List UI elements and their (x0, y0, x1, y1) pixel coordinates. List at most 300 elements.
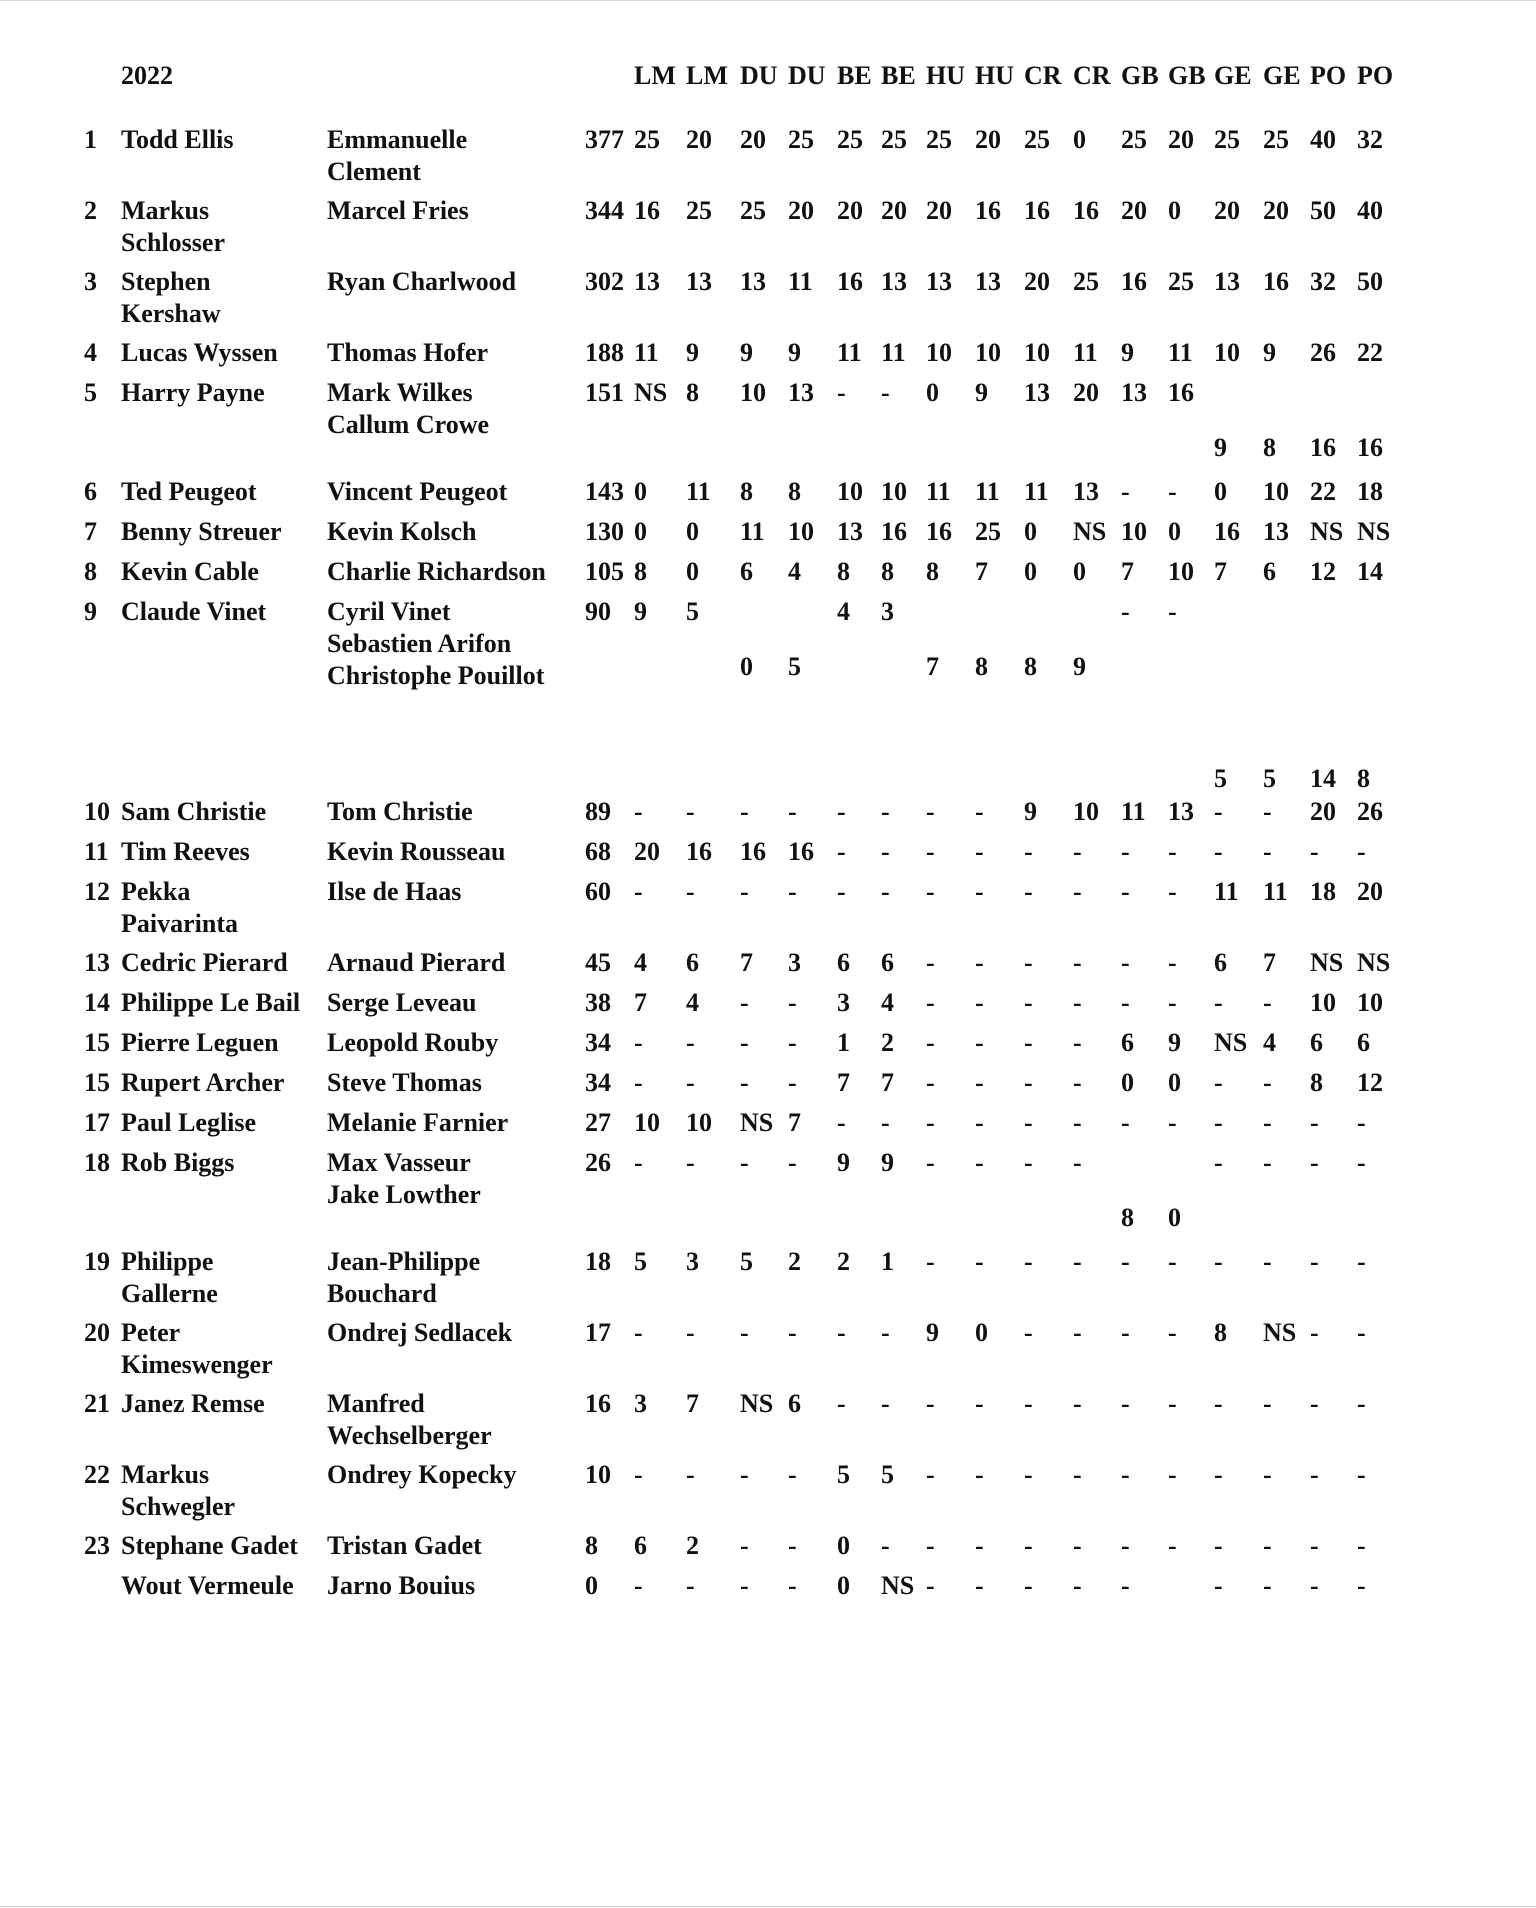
race-score: - (740, 1460, 749, 1489)
total-points: 26 (585, 1148, 611, 1177)
race-score: - (788, 1028, 797, 1057)
race-score: 18 (1310, 877, 1336, 906)
race-score: 12 (1310, 557, 1336, 586)
total-points: 377 (585, 125, 624, 154)
race-score: 14 (1357, 557, 1383, 586)
column-header: GE (1214, 61, 1252, 90)
race-score: 10 (1214, 338, 1240, 367)
race-score: - (1168, 877, 1177, 906)
total-points: 16 (585, 1389, 611, 1418)
passenger-name: Melanie Farnier (327, 1108, 509, 1137)
column-header: CR (1073, 61, 1111, 90)
race-score: 5 (634, 1247, 647, 1276)
column-header: BE (837, 61, 872, 90)
race-score: 4 (686, 988, 699, 1017)
race-score: 0 (1073, 557, 1086, 586)
race-score: 10 (1357, 988, 1383, 1017)
race-score: 7 (975, 557, 988, 586)
total-points: 68 (585, 837, 611, 866)
race-score: - (1214, 837, 1223, 866)
driver-name: Gallerne (121, 1279, 218, 1308)
race-score: - (1024, 1531, 1033, 1560)
rank-number: 22 (84, 1460, 110, 1489)
race-score: - (975, 1531, 984, 1560)
race-score: - (1073, 1028, 1082, 1057)
driver-name: Kimeswenger (121, 1350, 273, 1379)
race-score: 16 (1357, 433, 1383, 462)
race-score: NS (634, 378, 668, 407)
race-score: 6 (1121, 1028, 1134, 1057)
driver-name: Markus (121, 1460, 210, 1489)
race-score: 20 (837, 196, 863, 225)
total-points: 105 (585, 557, 624, 586)
race-score: - (1024, 837, 1033, 866)
race-score: 40 (1310, 125, 1336, 154)
race-score: 20 (1310, 797, 1336, 826)
passenger-name: Mark Wilkes (327, 378, 473, 407)
rank-number: 5 (84, 378, 97, 407)
race-score: 14 (1310, 764, 1336, 793)
race-score: 2 (686, 1531, 699, 1560)
passenger-name: Callum Crowe (327, 410, 490, 439)
race-score: 0 (686, 557, 699, 586)
race-score: 25 (788, 125, 814, 154)
race-score: - (788, 1318, 797, 1347)
race-score: - (1263, 1389, 1272, 1418)
race-score: 11 (881, 338, 906, 367)
passenger-name: Tom Christie (327, 797, 473, 826)
race-score: - (1168, 1318, 1177, 1347)
race-score: - (1263, 1571, 1272, 1600)
race-score: 11 (1263, 877, 1288, 906)
race-score: 25 (1121, 125, 1147, 154)
passenger-name: Charlie Richardson (327, 557, 546, 586)
driver-name: Cedric Pierard (121, 948, 288, 977)
race-score: 11 (1121, 797, 1146, 826)
race-score: 0 (837, 1571, 850, 1600)
race-score: 13 (881, 267, 907, 296)
race-score: 20 (926, 196, 952, 225)
race-score: 20 (881, 196, 907, 225)
race-score: 32 (1310, 267, 1336, 296)
year-heading: 2022 (121, 61, 173, 90)
column-header: GB (1121, 61, 1159, 90)
driver-name: Philippe (121, 1247, 214, 1276)
race-score: - (1357, 1318, 1366, 1347)
race-score: 3 (788, 948, 801, 977)
race-score: 8 (881, 557, 894, 586)
total-points: 18 (585, 1247, 611, 1276)
race-score: 16 (837, 267, 863, 296)
race-score: 0 (975, 1318, 988, 1347)
race-score: - (881, 378, 890, 407)
race-score: 0 (1168, 1068, 1181, 1097)
driver-name: Claude Vinet (121, 597, 267, 626)
race-score: 25 (926, 125, 952, 154)
race-score: - (1168, 988, 1177, 1017)
race-score: - (1263, 837, 1272, 866)
race-score: 16 (1310, 433, 1336, 462)
race-score: 20 (1168, 125, 1194, 154)
race-score: - (1357, 837, 1366, 866)
driver-name: Pierre Leguen (121, 1028, 279, 1057)
total-points: 45 (585, 948, 611, 977)
race-score: 8 (740, 477, 753, 506)
race-score: - (926, 877, 935, 906)
rank-number: 19 (84, 1247, 110, 1276)
race-score: 7 (837, 1068, 850, 1097)
race-score: 13 (1073, 477, 1099, 506)
race-score: - (1310, 1247, 1319, 1276)
driver-name: Tim Reeves (121, 837, 250, 866)
race-score: 8 (634, 557, 647, 586)
race-score: - (740, 1318, 749, 1347)
race-score: - (1357, 1148, 1366, 1177)
race-score: 6 (1310, 1028, 1323, 1057)
race-score: - (1214, 1247, 1223, 1276)
race-score: 1 (837, 1028, 850, 1057)
race-score: 5 (740, 1247, 753, 1276)
race-score: 10 (1310, 988, 1336, 1017)
race-score: 7 (926, 652, 939, 681)
total-points: 143 (585, 477, 624, 506)
race-score: - (1310, 1531, 1319, 1560)
race-score: - (1214, 1571, 1223, 1600)
race-score: 2 (837, 1247, 850, 1276)
driver-name: Wout Vermeule (121, 1571, 294, 1600)
race-score: - (634, 1028, 643, 1057)
race-score: NS (1214, 1028, 1248, 1057)
race-score: - (1073, 1247, 1082, 1276)
race-score: - (634, 797, 643, 826)
race-score: - (1310, 837, 1319, 866)
race-score: - (1121, 837, 1130, 866)
race-score: - (788, 1571, 797, 1600)
race-score: - (1310, 1571, 1319, 1600)
total-points: 27 (585, 1108, 611, 1137)
race-score: - (740, 988, 749, 1017)
race-score: 0 (926, 378, 939, 407)
race-score: - (837, 837, 846, 866)
race-score: 9 (837, 1148, 850, 1177)
rank-number: 17 (84, 1108, 110, 1137)
race-score: 12 (1357, 1068, 1383, 1097)
race-score: 0 (634, 477, 647, 506)
race-score: - (788, 1148, 797, 1177)
race-score: 5 (1263, 764, 1276, 793)
passenger-name: Steve Thomas (327, 1068, 482, 1097)
total-points: 90 (585, 597, 611, 626)
race-score: 0 (1024, 517, 1037, 546)
race-score: 4 (1263, 1028, 1276, 1057)
race-score: - (975, 797, 984, 826)
race-score: 9 (1214, 433, 1227, 462)
race-score: - (1263, 988, 1272, 1017)
race-score: 13 (1121, 378, 1147, 407)
race-score: 8 (1310, 1068, 1323, 1097)
race-score: - (975, 1247, 984, 1276)
race-score: - (686, 1318, 695, 1347)
race-score: - (1073, 988, 1082, 1017)
race-score: - (1310, 1318, 1319, 1347)
total-points: 10 (585, 1460, 611, 1489)
race-score: - (634, 1571, 643, 1600)
race-score: - (837, 1389, 846, 1418)
race-score: 8 (686, 378, 699, 407)
passenger-name: Ondrej Sedlacek (327, 1318, 513, 1347)
race-score: - (740, 1068, 749, 1097)
race-score: - (926, 1148, 935, 1177)
race-score: 50 (1310, 196, 1336, 225)
race-score: 10 (634, 1108, 660, 1137)
passenger-name: Kevin Rousseau (327, 837, 506, 866)
race-score: NS (1357, 948, 1391, 977)
passenger-name: Tristan Gadet (327, 1531, 482, 1560)
race-score: 0 (1073, 125, 1086, 154)
driver-name: Peter (121, 1318, 181, 1347)
race-score: 0 (1024, 557, 1037, 586)
total-points: 89 (585, 797, 611, 826)
race-score: - (1263, 1247, 1272, 1276)
race-score: 9 (1121, 338, 1134, 367)
race-score: 7 (1263, 948, 1276, 977)
race-score: NS (1310, 948, 1344, 977)
race-score: - (1073, 1531, 1082, 1560)
race-score: - (1357, 1571, 1366, 1600)
race-score: 5 (788, 652, 801, 681)
race-score: 50 (1357, 267, 1383, 296)
total-points: 151 (585, 378, 624, 407)
race-score: - (926, 1108, 935, 1137)
race-score: 4 (634, 948, 647, 977)
race-score: - (1024, 877, 1033, 906)
race-score: 0 (1168, 196, 1181, 225)
race-score: - (1121, 1531, 1130, 1560)
race-score: - (634, 877, 643, 906)
total-points: 17 (585, 1318, 611, 1347)
race-score: 16 (1073, 196, 1099, 225)
total-points: 34 (585, 1068, 611, 1097)
race-score: NS (740, 1108, 774, 1137)
race-score: - (1168, 1531, 1177, 1560)
bottom-border (0, 1906, 1536, 1907)
total-points: 34 (585, 1028, 611, 1057)
passenger-name: Cyril Vinet (327, 597, 451, 626)
race-score: - (1214, 1148, 1223, 1177)
race-score: - (788, 877, 797, 906)
driver-name: Kershaw (121, 299, 221, 328)
race-score: 22 (1357, 338, 1383, 367)
race-score: - (788, 1531, 797, 1560)
passenger-name: Manfred (327, 1389, 425, 1418)
rank-number: 23 (84, 1531, 110, 1560)
race-score: 9 (634, 597, 647, 626)
total-points: 60 (585, 877, 611, 906)
passenger-name: Arnaud Pierard (327, 948, 506, 977)
passenger-name: Marcel Fries (327, 196, 469, 225)
race-score: 25 (1263, 125, 1289, 154)
race-score: 0 (740, 652, 753, 681)
race-score: 9 (975, 378, 988, 407)
race-score: 13 (1214, 267, 1240, 296)
driver-name: Sam Christie (121, 797, 267, 826)
driver-name: Harry Payne (121, 378, 265, 407)
race-score: 7 (1214, 557, 1227, 586)
race-score: 2 (788, 1247, 801, 1276)
rank-number: 7 (84, 517, 97, 546)
race-score: NS (1310, 517, 1344, 546)
race-score: - (881, 1108, 890, 1137)
race-score: - (975, 948, 984, 977)
race-score: - (740, 1028, 749, 1057)
race-score: - (926, 1068, 935, 1097)
driver-name: Pekka (121, 877, 191, 906)
passenger-name: Thomas Hofer (327, 338, 489, 367)
race-score: 16 (975, 196, 1001, 225)
race-score: 10 (788, 517, 814, 546)
race-score: - (1024, 1318, 1033, 1347)
race-score: 7 (881, 1068, 894, 1097)
race-score: - (1024, 1389, 1033, 1418)
rank-number: 6 (84, 477, 97, 506)
race-score: 25 (686, 196, 712, 225)
passenger-name: Clement (327, 157, 421, 186)
rank-number: 8 (84, 557, 97, 586)
race-score: 7 (1121, 557, 1134, 586)
race-score: - (837, 378, 846, 407)
race-score: - (1310, 1389, 1319, 1418)
race-score: - (926, 1460, 935, 1489)
race-score: - (1073, 1068, 1082, 1097)
race-score: - (881, 1318, 890, 1347)
race-score: - (1214, 797, 1223, 826)
race-score: - (1121, 597, 1130, 626)
column-header: GB (1168, 61, 1206, 90)
race-score: 3 (634, 1389, 647, 1418)
race-score: - (975, 1108, 984, 1137)
race-score: - (926, 1531, 935, 1560)
race-score: 10 (1024, 338, 1050, 367)
race-score: 8 (1214, 1318, 1227, 1347)
total-points: 0 (585, 1571, 598, 1600)
passenger-name: Ryan Charlwood (327, 267, 517, 296)
race-score: 9 (686, 338, 699, 367)
race-score: 7 (686, 1389, 699, 1418)
race-score: 20 (1263, 196, 1289, 225)
race-score: 11 (1073, 338, 1098, 367)
race-score: - (1168, 1389, 1177, 1418)
driver-name: Ted Peugeot (121, 477, 257, 506)
race-score: 9 (1263, 338, 1276, 367)
race-score: - (1214, 1068, 1223, 1097)
race-score: 10 (837, 477, 863, 506)
column-header: BE (881, 61, 916, 90)
race-score: - (1310, 1108, 1319, 1137)
race-score: - (975, 1571, 984, 1600)
race-score: 11 (975, 477, 1000, 506)
total-points: 8 (585, 1531, 598, 1560)
race-score: - (1024, 1571, 1033, 1600)
race-score: 20 (1073, 378, 1099, 407)
race-score: 16 (788, 837, 814, 866)
race-score: - (881, 877, 890, 906)
race-score: - (1214, 1389, 1223, 1418)
race-score: 16 (1214, 517, 1240, 546)
rank-number: 11 (84, 837, 109, 866)
race-score: - (1121, 988, 1130, 1017)
rank-number: 1 (84, 125, 97, 154)
race-score: 6 (1357, 1028, 1370, 1057)
driver-name: Kevin Cable (121, 557, 259, 586)
race-score: 9 (1073, 652, 1086, 681)
race-score: - (926, 797, 935, 826)
total-points: 130 (585, 517, 624, 546)
passenger-name: Jean-Philippe (327, 1247, 481, 1276)
race-score: NS (881, 1571, 915, 1600)
race-score: 8 (926, 557, 939, 586)
column-header: GE (1263, 61, 1301, 90)
race-score: 16 (1168, 378, 1194, 407)
race-score: - (740, 1531, 749, 1560)
total-points: 188 (585, 338, 624, 367)
race-score: 10 (1263, 477, 1289, 506)
race-score: 13 (634, 267, 660, 296)
race-score: 0 (1214, 477, 1227, 506)
race-score: - (1357, 1531, 1366, 1560)
race-score: - (1357, 1389, 1366, 1418)
race-score: - (975, 837, 984, 866)
column-header: PO (1357, 61, 1394, 90)
column-header: HU (975, 61, 1014, 90)
race-score: - (1073, 1460, 1082, 1489)
driver-name: Benny Streuer (121, 517, 282, 546)
race-score: - (926, 948, 935, 977)
race-score: - (926, 837, 935, 866)
column-header: CR (1024, 61, 1062, 90)
rank-number: 21 (84, 1389, 110, 1418)
race-score: NS (740, 1389, 774, 1418)
race-score: 25 (1214, 125, 1240, 154)
race-score: 8 (1357, 764, 1370, 793)
rank-number: 10 (84, 797, 110, 826)
race-score: - (975, 988, 984, 1017)
race-score: - (1310, 1460, 1319, 1489)
race-score: 6 (740, 557, 753, 586)
race-score: 3 (881, 597, 894, 626)
race-score: - (1024, 988, 1033, 1017)
race-score: 10 (975, 338, 1001, 367)
driver-name: Rupert Archer (121, 1068, 285, 1097)
race-score: - (1263, 797, 1272, 826)
rank-number: 15 (84, 1068, 110, 1097)
race-score: 9 (881, 1148, 894, 1177)
race-score: 6 (686, 948, 699, 977)
race-score: - (634, 1318, 643, 1347)
race-score: 3 (686, 1247, 699, 1276)
race-score: - (740, 877, 749, 906)
race-score: - (881, 1531, 890, 1560)
race-score: - (740, 1148, 749, 1177)
race-score: 20 (975, 125, 1001, 154)
race-score: 0 (837, 1531, 850, 1560)
race-score: - (1024, 1108, 1033, 1137)
race-score: - (1357, 1247, 1366, 1276)
race-score: 20 (686, 125, 712, 154)
race-score: 13 (740, 267, 766, 296)
race-score: - (1024, 1028, 1033, 1057)
race-score: - (975, 1460, 984, 1489)
race-score: 25 (975, 517, 1001, 546)
